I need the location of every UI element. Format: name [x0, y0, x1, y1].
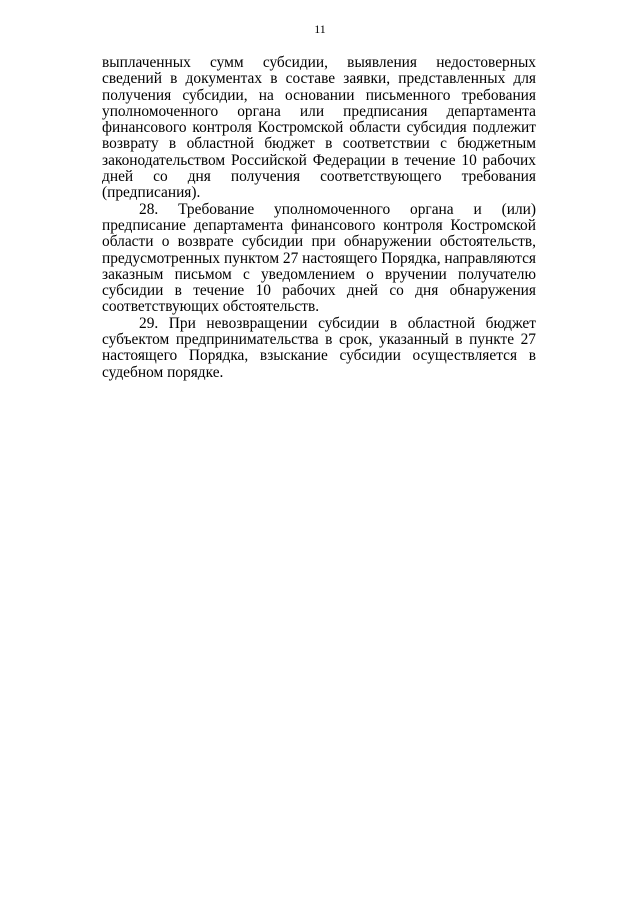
document-body [102, 55, 536, 381]
paragraph-29: 29. При невозвращении субсидии в областной бюджет субъектом предпринимательства в срок, указанный в пункте 27 настоящего Порядка, взыскание субсидии осуществляется в судебном порядке. [102, 314, 536, 381]
paragraph-28: 28. Требование уполномоченного органа и (или) предписание департамента финансового контроля Костромской области о возврате субсидии при обнаружении обстоятельств, предусмотренных пунктом 27 настоящего Порядка, направляются заказным письмом с уведомлением о вручении получателю субсидии в течение 10 рабочих дней со дня обнаружения соответствующих обстоятельств. [102, 200, 536, 316]
paragraph-continuation: выплаченных сумм субсидии, выявления недостоверных сведений в документах в составе заявки, представленных для получения субсидии, на основании письменного требования уполномоченного органа или предписания департамента финансового контроля Костромской области субсидия подлежит возврату в областной бюджет в соответствии с бюджетным законодательством Российской Федерации в течение 10 рабочих дней со дня получения соответствующего требования (предписания). [102, 54, 536, 202]
page-number: 11 [314, 22, 326, 36]
